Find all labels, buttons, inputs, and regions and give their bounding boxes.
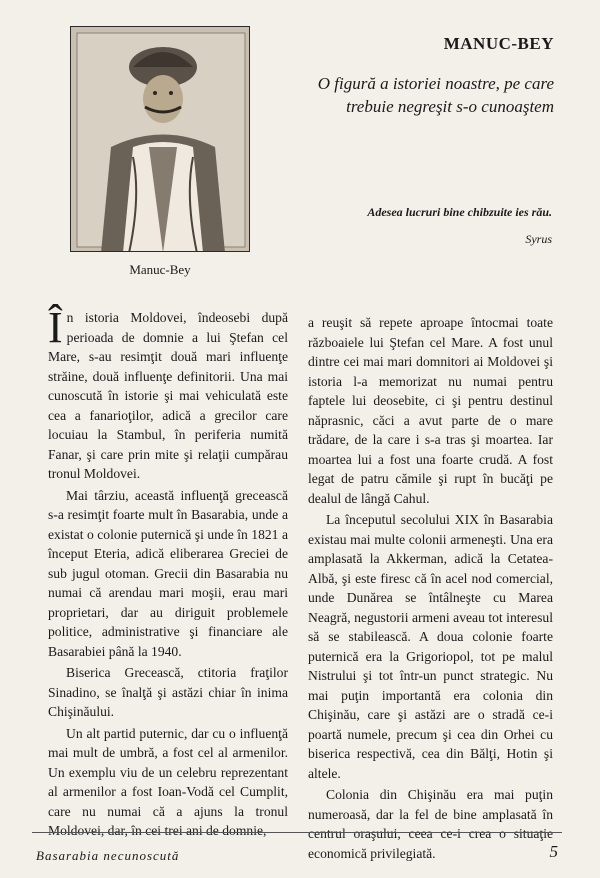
portrait-illustration: [71, 27, 250, 252]
footer-book-title: Basarabia necunoscută: [36, 848, 180, 863]
footer-divider: [32, 832, 562, 833]
paragraph: a reuşit să repete aproape întocmai toate războaiele lui Ştefan cel Mare. A fost unul dintre cei mai mari domnitori ai Moldovei şi istoria l-a memorizat nu numai pentru faptele lui deosebite, ci şi pentru destinul năprasnic, căci a avut parte de o mare trădare, de la care i s-a tras şi moartea. Iar moartea lui a fost una foarte crudă. A fost legat de patru cămile şi rupt în bucăţi pe dealul de lângă Cahul.: [308, 315, 553, 506]
paragraph: Un alt partid puternic, dar cu o influenţă mai mult de umbră, a fost cel al armenilor. Un exemplu viu de un celebru reprezentant al armenilor a fost Ioan-Vodă cel Cumplit, care nu numai că a ajuns la tronul Moldovei, dar, în cei trei ani de domnie,: [48, 725, 288, 838]
paragraph: În istoria Moldovei, îndeosebi după perioada de domnie a lui Ştefan cel Mare, s-au resimţit două mari influenţe străine, două influenţe definitorii. Una mai cunoscută în istorie şi mai vehiculată este cea a fanarioţilor, adică a grecilor care locuiau la Stambul, în periferia numită Fanar, şi care prin mite şi relaţii cumpărau tronul Moldovei.: [48, 303, 288, 481]
paragraph: La începutul secolului XIX în Basarabia existau mai multe colonii armeneşti. Una era amplasată la Akkerman, adică la Cetatea-Albă, şi este firesc că în acel nod comercial, unde Dunărea se întâlneşte cu Marea Neagră, negustorii armeni aveau tot interesul să se stabilească. A doua colonie foarte puternică era la Grigoriopol, tot pe malul Nistrului şi tot într-un punct strategic. Nu mai puţin importantă era colonia din Chişinău, care şi astăzi are o stradă ce-i poartă numele, precum şi cea din Orhei cu biserica respectivă, cea din Bălţi, Hotin şi altele.: [308, 512, 553, 781]
paragraph: Mai târziu, această influenţă grecească s-a resimţit foarte mult în Basarabia, unde a existat o colonie puternică şi unde în 1821 a început Eteria, adică eliberarea Greciei de sub jugul otoman. Grecii din Basarabia nu numai că arendau mari moşii, erau mari proprietari, dar au diriguit problemele politice, administrative şi financiare ale Basarabiei până la 1940.: [48, 487, 288, 659]
epigraph-author: Syrus: [525, 232, 552, 246]
portrait-image: [70, 26, 250, 252]
right-column: [308, 313, 553, 865]
article-title: MANUC-BEY: [443, 34, 554, 53]
epigraph-text: Adesea lucruri bine chibzuite ies rău.: [367, 205, 552, 219]
article-subtitle: O figură a istoriei noastre, pe care trebuie negreşit s-o cunoaştem: [317, 74, 554, 116]
paragraph: Biserica Grecească, ctitoria fraţilor Sinadino, se înalţă şi astăzi chiar în inima Chişinăului.: [48, 665, 288, 719]
page-number: 5: [549, 842, 558, 861]
dropcap: Î: [48, 303, 63, 352]
portrait-caption: Manuc-Bey: [129, 262, 191, 277]
left-column: [48, 303, 288, 843]
paragraph: Colonia din Chişinău era mai puţin numeroasă, dar la fel de bine amplasată în centrul oraşului, ceea ce-i crea o situaţie economică privilegiată.: [308, 787, 553, 861]
